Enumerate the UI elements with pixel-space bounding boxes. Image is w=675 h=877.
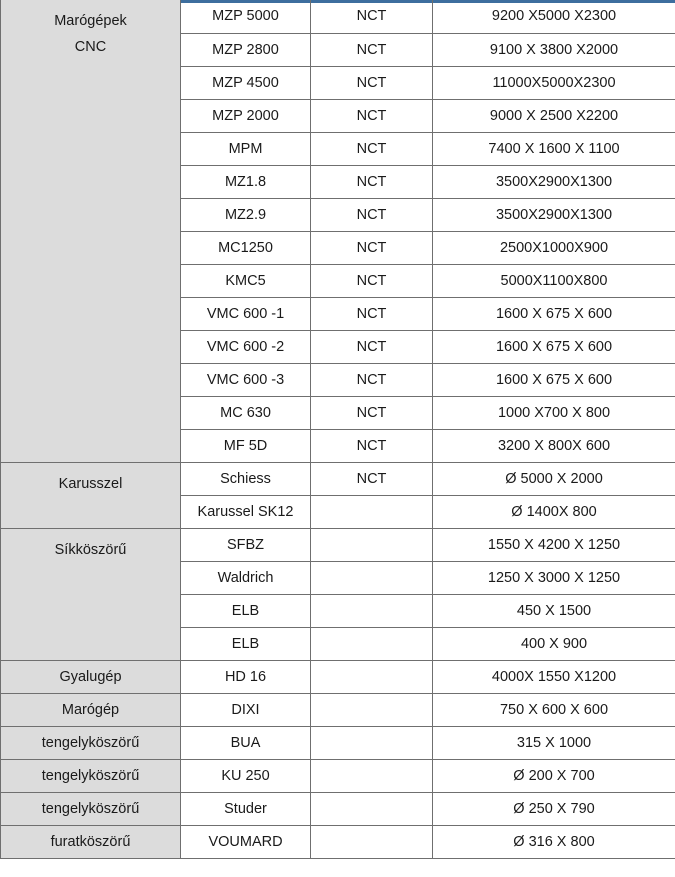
- type-cell: [311, 528, 433, 561]
- model-cell: Schiess: [181, 462, 311, 495]
- category-label: Marógépek: [54, 13, 127, 29]
- size-cell: 4000X 1550 X1200: [433, 660, 675, 693]
- size-cell: Ø 250 X 790: [433, 792, 675, 825]
- size-cell: 750 X 600 X 600: [433, 693, 675, 726]
- type-cell: [311, 759, 433, 792]
- category-label: Karusszel: [58, 475, 123, 492]
- category-label: Marógép: [61, 701, 120, 718]
- size-cell: 1000 X700 X 800: [433, 396, 675, 429]
- model-cell: Karussel SK12: [181, 495, 311, 528]
- category-label: furatköszörű: [50, 833, 131, 850]
- size-cell: Ø 5000 X 2000: [433, 462, 675, 495]
- type-cell: [311, 693, 433, 726]
- type-cell: [311, 792, 433, 825]
- size-cell: 9000 X 2500 X2200: [433, 99, 675, 132]
- model-cell: VMC 600 -1: [181, 297, 311, 330]
- model-cell: MZ2.9: [181, 198, 311, 231]
- size-cell: 2500X1000X900: [433, 231, 675, 264]
- type-cell: NCT: [311, 132, 433, 165]
- type-cell: NCT: [311, 0, 433, 33]
- model-cell: VOUMARD: [181, 825, 311, 858]
- model-cell: VMC 600 -3: [181, 363, 311, 396]
- type-cell: NCT: [311, 396, 433, 429]
- size-cell: 1600 X 675 X 600: [433, 330, 675, 363]
- category-label: tengelyköszörű: [41, 734, 140, 751]
- type-cell: NCT: [311, 99, 433, 132]
- size-cell: 1600 X 675 X 600: [433, 363, 675, 396]
- category-label: tengelyköszörű: [41, 767, 140, 784]
- table-row: [1, 660, 675, 693]
- size-cell: 450 X 1500: [433, 594, 675, 627]
- category-cell: [1, 462, 181, 528]
- model-cell: SFBZ: [181, 528, 311, 561]
- size-cell: 7400 X 1600 X 1100: [433, 132, 675, 165]
- table-row: [1, 825, 675, 858]
- category-cell: [1, 792, 181, 825]
- size-cell: 1600 X 675 X 600: [433, 297, 675, 330]
- type-cell: [311, 825, 433, 858]
- category-cell: [1, 660, 181, 693]
- size-cell: 3200 X 800X 600: [433, 429, 675, 462]
- category-cell: [1, 825, 181, 858]
- size-cell: 315 X 1000: [433, 726, 675, 759]
- model-cell: Studer: [181, 792, 311, 825]
- type-cell: NCT: [311, 330, 433, 363]
- type-cell: [311, 561, 433, 594]
- size-cell: 9100 X 3800 X2000: [433, 33, 675, 66]
- table-row: [1, 792, 675, 825]
- type-cell: NCT: [311, 264, 433, 297]
- type-cell: NCT: [311, 462, 433, 495]
- model-cell: MZP 2000: [181, 99, 311, 132]
- type-cell: NCT: [311, 363, 433, 396]
- size-cell: 9200 X5000 X2300: [433, 0, 675, 33]
- category-label: Gyalugép: [59, 668, 122, 685]
- type-cell: NCT: [311, 165, 433, 198]
- category-cell: [1, 693, 181, 726]
- category-label: Síkköszörű: [54, 541, 127, 558]
- model-cell: DIXI: [181, 693, 311, 726]
- size-cell: 1250 X 3000 X 1250: [433, 561, 675, 594]
- size-cell: 1550 X 4200 X 1250: [433, 528, 675, 561]
- category-label: tengelyköszörű: [41, 800, 140, 817]
- model-cell: MPM: [181, 132, 311, 165]
- type-cell: NCT: [311, 33, 433, 66]
- type-cell: NCT: [311, 66, 433, 99]
- type-cell: [311, 627, 433, 660]
- model-cell: MF 5D: [181, 429, 311, 462]
- model-cell: MZP 4500: [181, 66, 311, 99]
- machine-table-body: [1, 0, 675, 858]
- category-label: CNC: [74, 39, 107, 55]
- category-cell: [1, 759, 181, 792]
- type-cell: [311, 726, 433, 759]
- size-cell: 3500X2900X1300: [433, 165, 675, 198]
- model-cell: VMC 600 -2: [181, 330, 311, 363]
- model-cell: MZP 2800: [181, 33, 311, 66]
- table-row: [1, 693, 675, 726]
- size-cell: Ø 1400X 800: [433, 495, 675, 528]
- size-cell: Ø 316 X 800: [433, 825, 675, 858]
- model-cell: MZ1.8: [181, 165, 311, 198]
- model-cell: MC1250: [181, 231, 311, 264]
- table-row: [1, 726, 675, 759]
- category-cell: [1, 726, 181, 759]
- model-cell: ELB: [181, 627, 311, 660]
- model-cell: ELB: [181, 594, 311, 627]
- model-cell: MZP 5000: [181, 0, 311, 33]
- type-cell: [311, 660, 433, 693]
- table-row: [1, 759, 675, 792]
- type-cell: NCT: [311, 198, 433, 231]
- type-cell: NCT: [311, 297, 433, 330]
- table-row: [1, 462, 675, 495]
- size-cell: 400 X 900: [433, 627, 675, 660]
- model-cell: KU 250: [181, 759, 311, 792]
- category-cell: [1, 528, 181, 660]
- category-cell: [1, 0, 181, 462]
- model-cell: HD 16: [181, 660, 311, 693]
- type-cell: [311, 594, 433, 627]
- size-cell: 5000X1100X800: [433, 264, 675, 297]
- model-cell: KMC5: [181, 264, 311, 297]
- model-cell: BUA: [181, 726, 311, 759]
- model-cell: MC 630: [181, 396, 311, 429]
- table-row: [1, 528, 675, 561]
- model-cell: Waldrich: [181, 561, 311, 594]
- size-cell: Ø 200 X 700: [433, 759, 675, 792]
- size-cell: 11000X5000X2300: [433, 66, 675, 99]
- size-cell: 3500X2900X1300: [433, 198, 675, 231]
- type-cell: NCT: [311, 231, 433, 264]
- table-row: [1, 0, 675, 33]
- type-cell: NCT: [311, 429, 433, 462]
- type-cell: [311, 495, 433, 528]
